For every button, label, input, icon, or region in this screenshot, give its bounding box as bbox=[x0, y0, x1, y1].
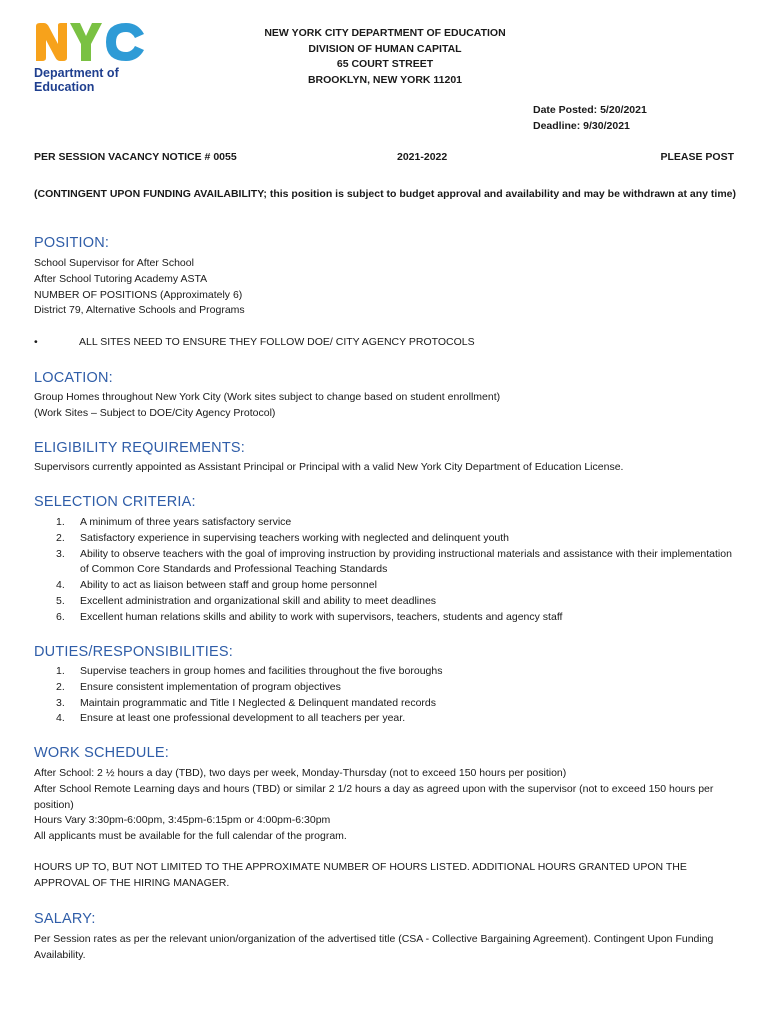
schedule-note: HOURS UP TO, BUT NOT LIMITED TO THE APPROXIMATE NUMBER OF HOURS LISTED. ADDITIONAL HOURS GRANTED UPON THE APPROVAL OF THE HIRING MANAGER. bbox=[34, 861, 687, 889]
eligibility-text: Supervisors currently appointed as Assistant Principal or Principal with a valid New York City Department of Education License. bbox=[34, 461, 624, 473]
position-details bbox=[34, 256, 734, 319]
department-header bbox=[230, 26, 540, 88]
header-line: NEW YORK CITY DEPARTMENT OF EDUCATION bbox=[264, 27, 506, 39]
selection-list bbox=[34, 515, 734, 626]
position-heading: POSITION: bbox=[34, 235, 110, 251]
notice-year: 2021-2022 bbox=[397, 151, 448, 163]
notice-number: PER SESSION VACANCY NOTICE # 0055 bbox=[34, 151, 237, 163]
schedule-line: After School Remote Learning days and hours (TBD) or similar 2 1/2 hours a day as agreed upon with the supervisor (not to exceed 150 hours per position) bbox=[34, 782, 714, 811]
list-item-text: Satisfactory experience in supervising teachers working with neglected and delinquent youth bbox=[80, 531, 510, 544]
nyc-doe-logo bbox=[34, 22, 154, 94]
position-line: District 79, Alternative Schools and Programs bbox=[34, 304, 245, 317]
location-line: Group Homes throughout New York City (Work sites subject to change based on student enrollment) bbox=[34, 391, 501, 403]
list-item-text: Excellent administration and organizational skill and ability to meet deadlines bbox=[80, 594, 437, 607]
header-line: DIVISION OF HUMAN CAPITAL bbox=[308, 42, 462, 55]
schedule-details bbox=[34, 766, 734, 845]
list-item: 5. Excellent administration and organizational skill and ability to meet deadlines bbox=[56, 594, 437, 607]
schedule-line: After School: 2 ½ hours a day (TBD), two days per week, Monday-Thursday (not to exceed 150 hours per position) bbox=[34, 767, 567, 779]
please-post: PLEASE POST bbox=[660, 151, 734, 163]
list-item-text: Ability to act as liaison between staff and group home personnel bbox=[80, 579, 377, 592]
list-item-text: Excellent human relations skills and ability to work with supervisors, teachers, students and agency staff bbox=[80, 610, 563, 623]
list-item: 1. Supervise teachers in group homes and facilities throughout the five boroughs bbox=[56, 665, 443, 677]
list-item-text: Ensure at least one professional development to all teachers per year. bbox=[80, 712, 406, 725]
nyc-wordmark-icon bbox=[34, 22, 146, 62]
header-line: 65 COURT STREET bbox=[336, 58, 434, 70]
duties-list bbox=[34, 664, 734, 727]
list-item-text: Supervise teachers in group homes and facilities throughout the five boroughs bbox=[80, 665, 443, 677]
salary-heading: SALARY: bbox=[34, 911, 96, 927]
position-bullets bbox=[34, 335, 714, 351]
position-line: School Supervisor for After School bbox=[34, 257, 194, 269]
list-item-text: A minimum of three years satisfactory service bbox=[80, 516, 292, 528]
date-posted: Date Posted: 5/20/2021 bbox=[533, 104, 647, 116]
salary-text: Per Session rates as per the relevant union/organization of the advertised title (CSA - Collective Bargaining Agreement). Contingent Upon Funding Availability. bbox=[34, 933, 714, 961]
schedule-line: Hours Vary 3:30pm-6:00pm, 3:45pm-6:15pm or 4:00pm-6:30pm bbox=[34, 814, 331, 827]
list-item: 1. A minimum of three years satisfactory service bbox=[56, 516, 292, 528]
eligibility-heading: ELIGIBILITY REQUIREMENTS: bbox=[34, 440, 246, 456]
list-item: • ALL SITES NEED TO ENSURE THEY FOLLOW DOE/ CITY AGENCY PROTOCOLS bbox=[34, 335, 714, 351]
schedule-heading: WORK SCHEDULE: bbox=[34, 745, 169, 761]
list-item-text: Ensure consistent implementation of program objectives bbox=[80, 680, 341, 693]
list-item: 2. Satisfactory experience in supervising teachers working with neglected and delinquent youth bbox=[56, 531, 510, 544]
dates-block bbox=[533, 103, 647, 134]
header-line: BROOKLYN, NEW YORK 11201 bbox=[307, 73, 463, 86]
list-item: 2. Ensure consistent implementation of program objectives bbox=[56, 680, 341, 693]
list-item: 4. Ensure at least one professional development to all teachers per year. bbox=[56, 712, 406, 725]
notice-row bbox=[34, 151, 734, 167]
list-item: 6. Excellent human relations skills and ability to work with supervisors, teachers, students and agency staff bbox=[56, 610, 563, 623]
list-item-text: Maintain programmatic and Title I Neglected & Delinquent mandated records bbox=[80, 696, 437, 709]
location-heading: LOCATION: bbox=[34, 370, 113, 386]
location-line: (Work Sites – Subject to DOE/City Agency Protocol) bbox=[34, 406, 276, 419]
list-item: 3. Maintain programmatic and Title I Neglected & Delinquent mandated records bbox=[56, 696, 437, 709]
logo-dept-line2: Education bbox=[34, 80, 95, 94]
position-line: After School Tutoring Academy ASTA bbox=[34, 272, 208, 285]
schedule-line: All applicants must be available for the full calendar of the program. bbox=[34, 830, 347, 843]
location-details bbox=[34, 390, 734, 422]
selection-heading: SELECTION CRITERIA: bbox=[34, 494, 196, 510]
deadline: Deadline: 9/30/2021 bbox=[533, 119, 630, 132]
list-item: 3. Ability to observe teachers with the goal of improving instruction by providing instructional materials and assistance with their implementation of Common Core Standards and Professional Teaching Standards bbox=[56, 547, 732, 576]
list-item-text: Ability to observe teachers with the goal of improving instruction by providing instructional materials and assistance with their implementation of Common Core Standards and Professional Teaching Standards bbox=[80, 547, 732, 576]
logo-dept-line1: Department of bbox=[34, 66, 119, 80]
list-item: 4. Ability to act as liaison between staff and group home personnel bbox=[56, 579, 377, 592]
duties-heading: DUTIES/RESPONSIBILITIES: bbox=[34, 644, 233, 660]
position-line: NUMBER OF POSITIONS (Approximately 6) bbox=[34, 288, 243, 301]
contingent-statement: (CONTINGENT UPON FUNDING AVAILABILITY; this position is subject to budget approval and availability and may be withdrawn at any time) bbox=[34, 188, 737, 200]
